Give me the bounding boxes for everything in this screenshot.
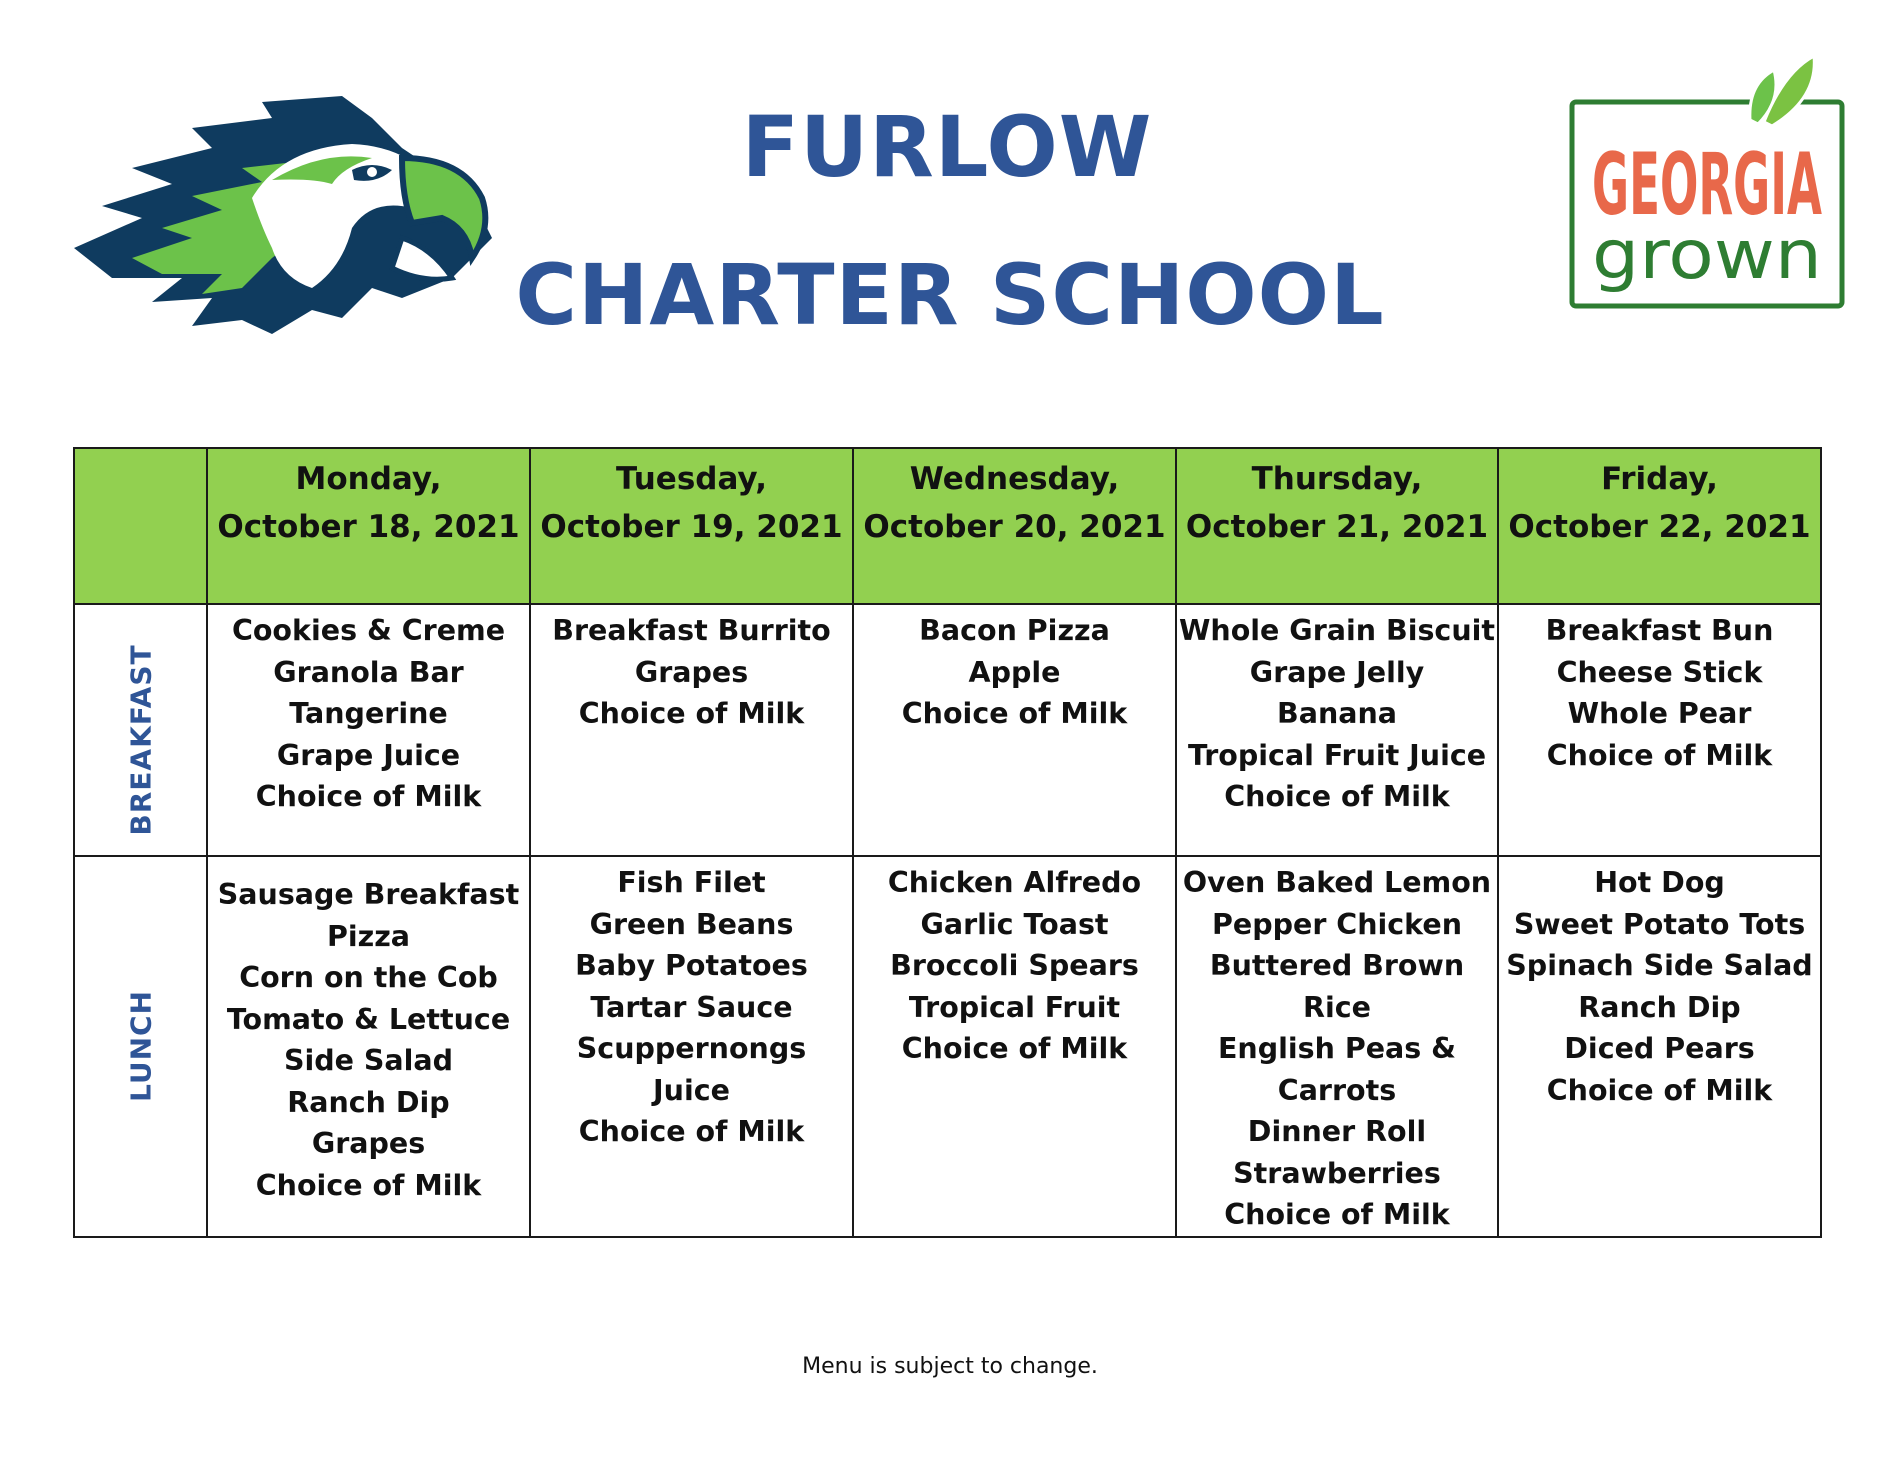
menu-item: Broccoli Spears xyxy=(890,949,1139,982)
menu-item: Tangerine xyxy=(289,697,448,730)
lunch-wednesday xyxy=(853,856,1176,1237)
lunch-label: LUNCH xyxy=(123,990,157,1103)
grown-text: grown xyxy=(1592,216,1822,295)
breakfast-label: BREAKFAST xyxy=(123,644,157,836)
menu-item: Granola Bar xyxy=(273,655,464,689)
menu-item: Cheese Stick xyxy=(1556,655,1763,689)
menu-item: Tropical Fruit Juice xyxy=(1187,738,1487,772)
menu-item: Ranch Dip xyxy=(1578,990,1741,1024)
lunch-thursday xyxy=(1176,856,1498,1237)
day-header-monday: Monday, October 18, 2021 xyxy=(207,448,530,604)
menu-item: Choice of Milk xyxy=(578,1115,805,1148)
menu-item: Juice xyxy=(653,1073,730,1107)
menu-item: Pepper Chicken xyxy=(1211,907,1462,941)
menu-item: Grape Jelly xyxy=(1249,655,1425,689)
menu-item: Oven Baked Lemon xyxy=(1182,866,1492,899)
breakfast-monday xyxy=(207,604,530,856)
school-name-line2: CHARTER SCHOOL xyxy=(515,246,1385,344)
menu-item: Choice of Milk xyxy=(1224,780,1450,813)
menu-item: Baby Potatoes xyxy=(575,949,808,982)
menu-item: Banana xyxy=(1277,697,1397,730)
menu-item: Fish Filet xyxy=(617,866,766,899)
menu-item: Pizza xyxy=(326,919,411,953)
day-header-tuesday: Tuesday, October 19, 2021 xyxy=(530,448,853,604)
menu-item: Apple xyxy=(968,655,1061,689)
menu-item: Corn on the Cob xyxy=(239,961,498,994)
menu-item: Dinner Roll xyxy=(1247,1115,1427,1148)
menu-item: Ranch Dip xyxy=(287,1085,450,1119)
menu-item: Tomato & Lettuce xyxy=(226,1002,511,1036)
menu-item: Hot Dog xyxy=(1594,866,1725,899)
menu-item: Sausage Breakfast xyxy=(217,878,520,911)
menu-item: Grapes xyxy=(311,1127,426,1160)
lunch-tuesday xyxy=(530,856,853,1237)
menu-item: Diced Pears xyxy=(1564,1032,1755,1065)
breakfast-label-cell xyxy=(74,604,207,856)
georgia-text: GEORGIA xyxy=(1592,135,1823,235)
menu-item: Carrots xyxy=(1277,1073,1397,1107)
breakfast-tuesday xyxy=(530,604,853,856)
day-header-friday: Friday, October 22, 2021 xyxy=(1498,448,1821,604)
menu-change-note: Menu is subject to change. xyxy=(802,1354,1098,1379)
breakfast-thursday xyxy=(1176,604,1498,856)
day-header-thursday: Thursday, October 21, 2021 xyxy=(1176,448,1498,604)
menu-item: Grapes xyxy=(634,655,749,689)
menu-item: Spinach Side Salad xyxy=(1506,949,1813,982)
menu-item: Grape Juice xyxy=(276,738,461,772)
menu-item: Sweet Potato Tots xyxy=(1513,907,1806,941)
menu-item: Strawberries xyxy=(1233,1156,1441,1190)
day-header-row xyxy=(74,448,1821,604)
breakfast-wednesday xyxy=(853,604,1176,856)
corner-cell xyxy=(74,448,207,604)
menu-item: Choice of Milk xyxy=(255,1168,482,1202)
menu-item: English Peas & xyxy=(1217,1032,1457,1065)
menu-item: Scuppernongs xyxy=(576,1032,807,1065)
lunch-monday xyxy=(207,856,530,1237)
menu-item: Tropical Fruit xyxy=(908,990,1121,1024)
menu-item: Breakfast Burrito xyxy=(552,614,831,647)
menu-item: Choice of Milk xyxy=(1546,738,1773,772)
menu-item: Choice of Milk xyxy=(901,1032,1128,1065)
georgia-grown-logo xyxy=(1552,50,1852,320)
menu-item: Whole Grain Biscuit xyxy=(1178,614,1496,647)
menu-item: Whole Pear xyxy=(1567,697,1752,730)
menu-item: Garlic Toast xyxy=(920,907,1109,941)
menu-item: Choice of Milk xyxy=(255,780,482,813)
lunch-label-cell xyxy=(74,856,207,1237)
menu-item: Tartar Sauce xyxy=(590,990,793,1024)
menu-item: Bacon Pizza xyxy=(919,614,1110,647)
school-name-line1: FURLOW xyxy=(741,98,1153,196)
day-header-wednesday: Wednesday, October 20, 2021 xyxy=(853,448,1176,604)
menu-item: Breakfast Bun xyxy=(1545,614,1774,647)
lunch-row xyxy=(74,856,1821,1237)
menu-item: Side Salad xyxy=(283,1044,454,1077)
menu-item: Choice of Milk xyxy=(901,697,1128,730)
weekly-menu-table xyxy=(73,447,1822,1238)
menu-item: Green Beans xyxy=(589,907,794,941)
breakfast-friday xyxy=(1498,604,1821,856)
breakfast-row xyxy=(74,604,1821,856)
menu-item: Chicken Alfredo xyxy=(887,866,1142,899)
menu-item: Choice of Milk xyxy=(1546,1073,1773,1107)
menu-item: Buttered Brown Rice xyxy=(1209,949,1465,1024)
lunch-friday xyxy=(1498,856,1821,1237)
menu-item: Cookies & Creme xyxy=(231,614,506,647)
menu-item: Choice of Milk xyxy=(578,697,805,730)
menu-item: Choice of Milk xyxy=(1224,1198,1450,1231)
